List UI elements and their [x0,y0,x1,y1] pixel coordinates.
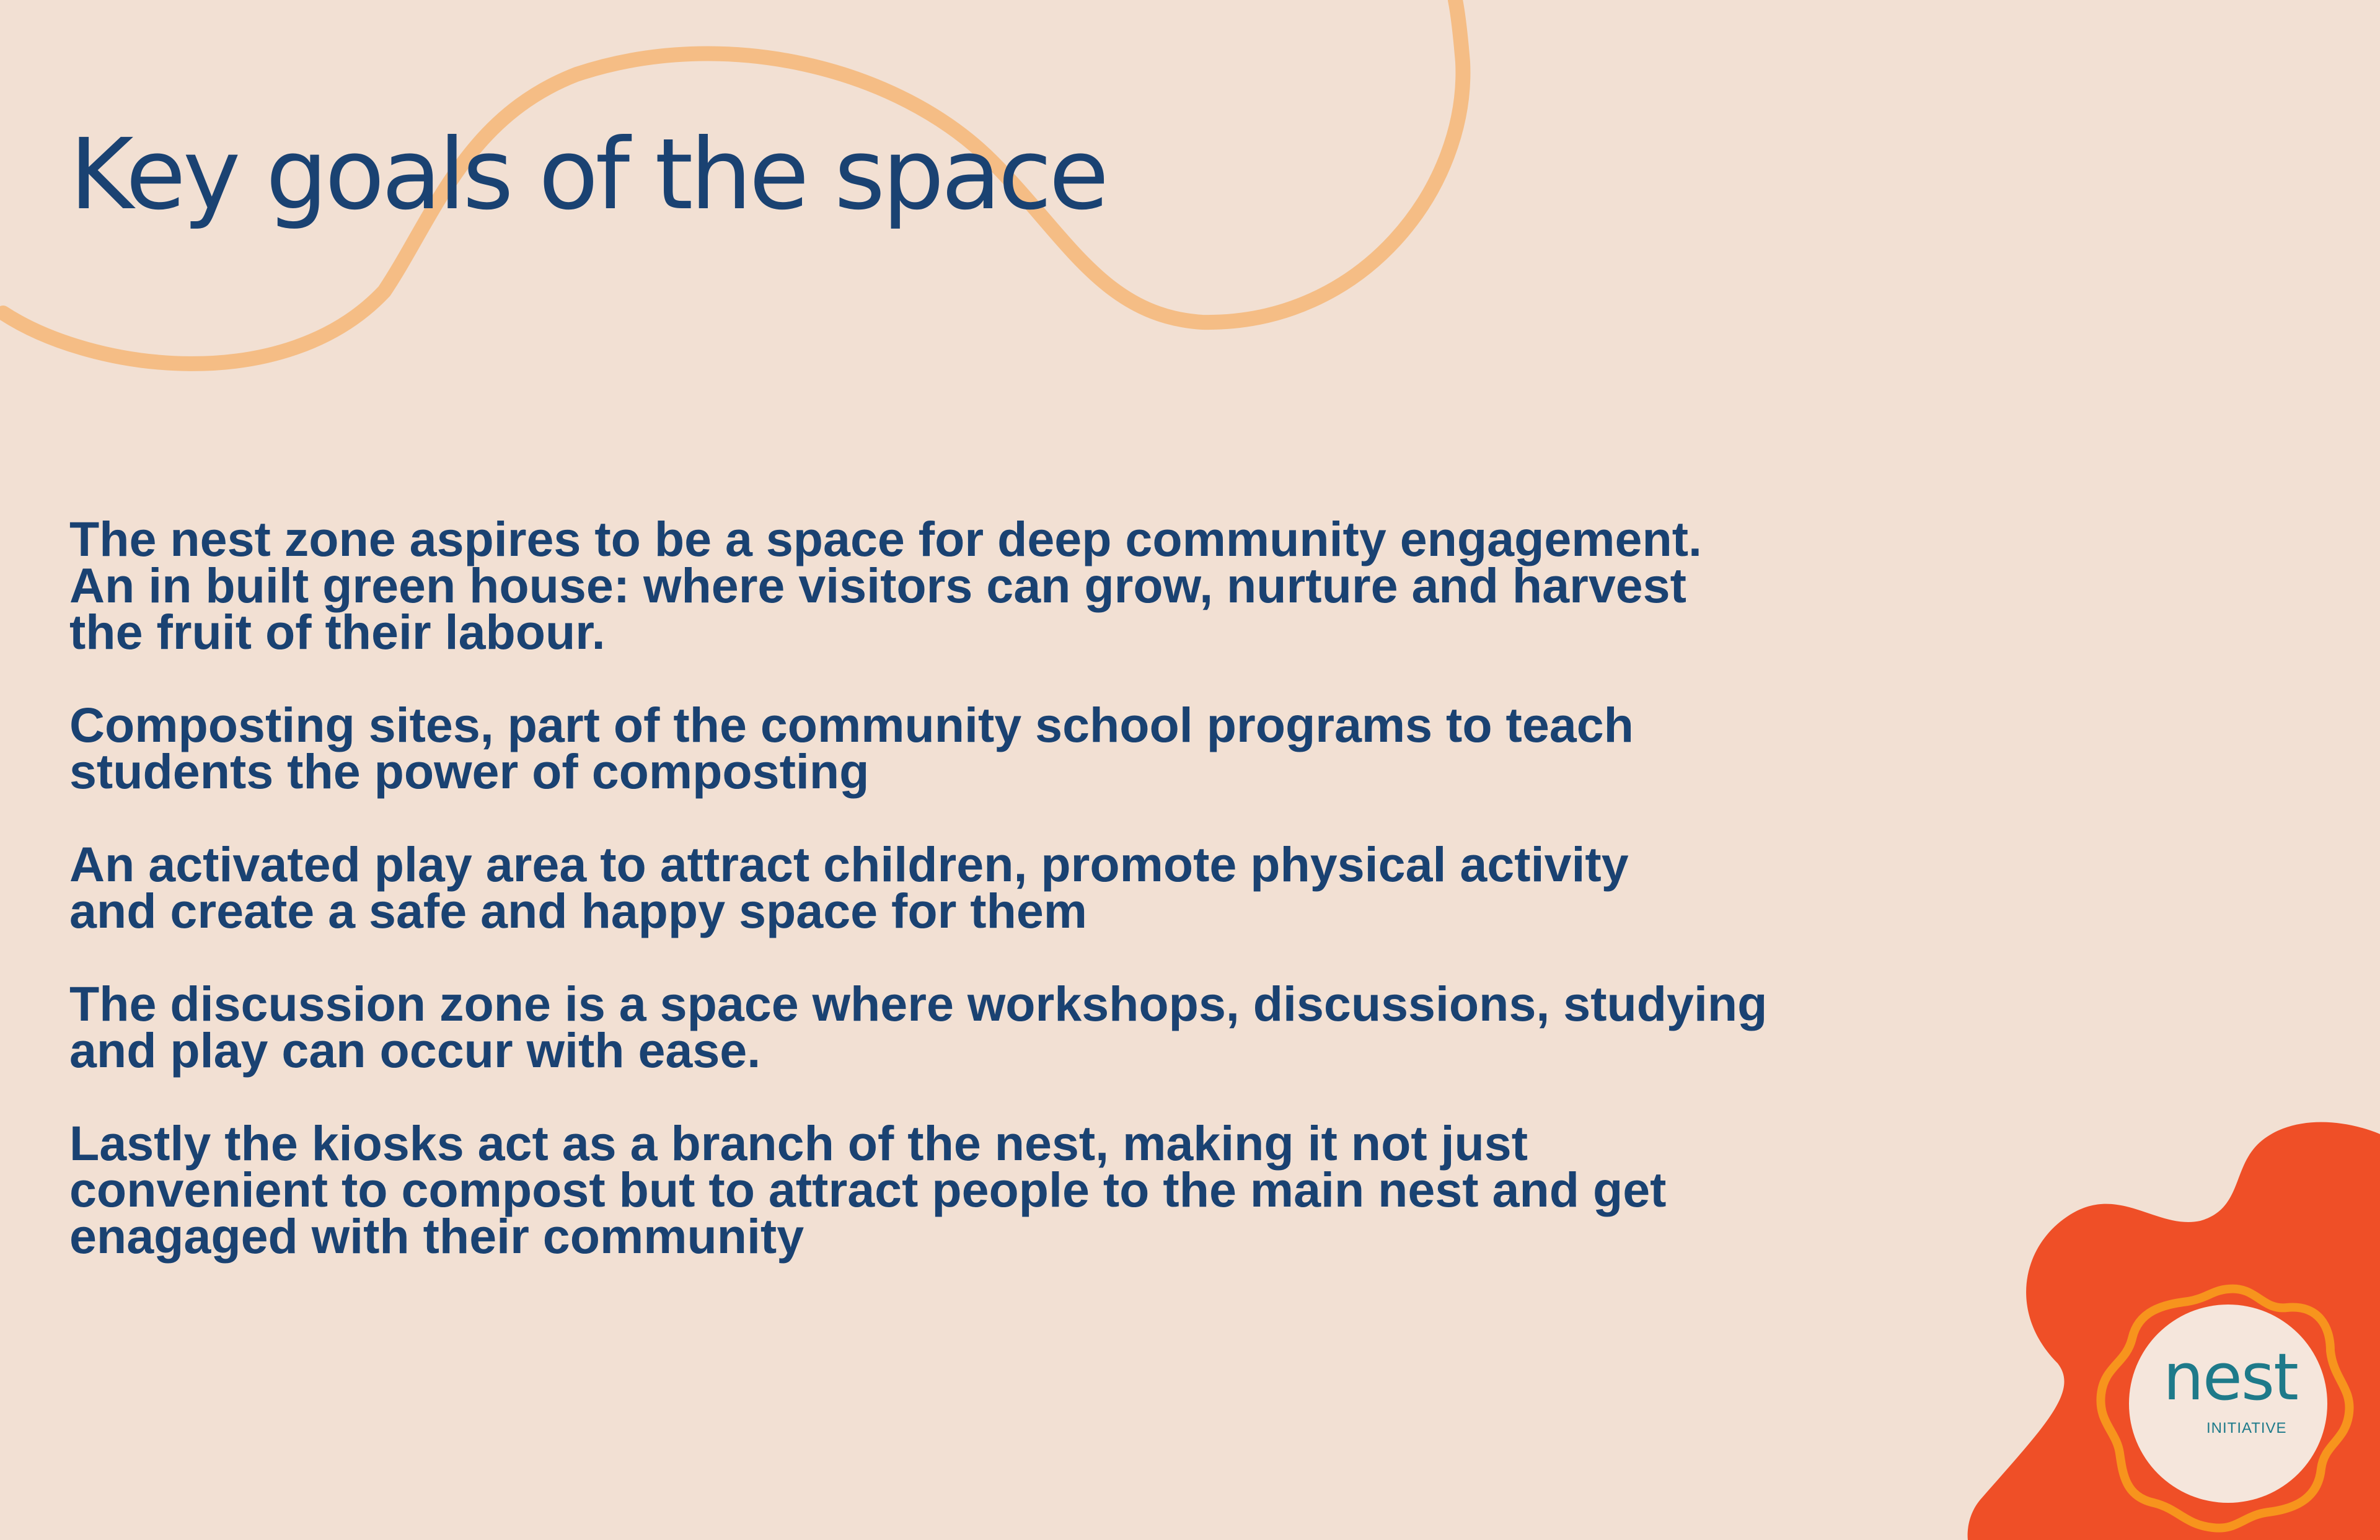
logo-subtitle: INITIATIVE [2206,1420,2287,1437]
logo-wordmark: nest [2163,1339,2298,1415]
goal-paragraph: Lastly the kiosks act as a branch of the nest, making it not just convenient to compost but to attract people to the main nest and get enagaged with their community [69,1115,1667,1264]
goal-paragraph: An activated play area to attract children, promote physical activity and create a safe and happy space for them [69,837,1629,938]
goal-paragraph: The nest zone aspires to be a space for deep community engagement. An in built green house: where visitors can grow, nurture and harvest the fruit of their labour. [69,511,1703,659]
goals-list [69,511,1780,1306]
nest-logo-blob [1959,1103,2380,1540]
goal-paragraph: The discussion zone is a space where workshops, discussions, studying and play can occur with ease. [69,976,1768,1078]
goal-paragraph: Composting sites, part of the community school programs to teach students the power of composting [69,697,1634,799]
page-title: Key goals of the space [69,118,1106,232]
